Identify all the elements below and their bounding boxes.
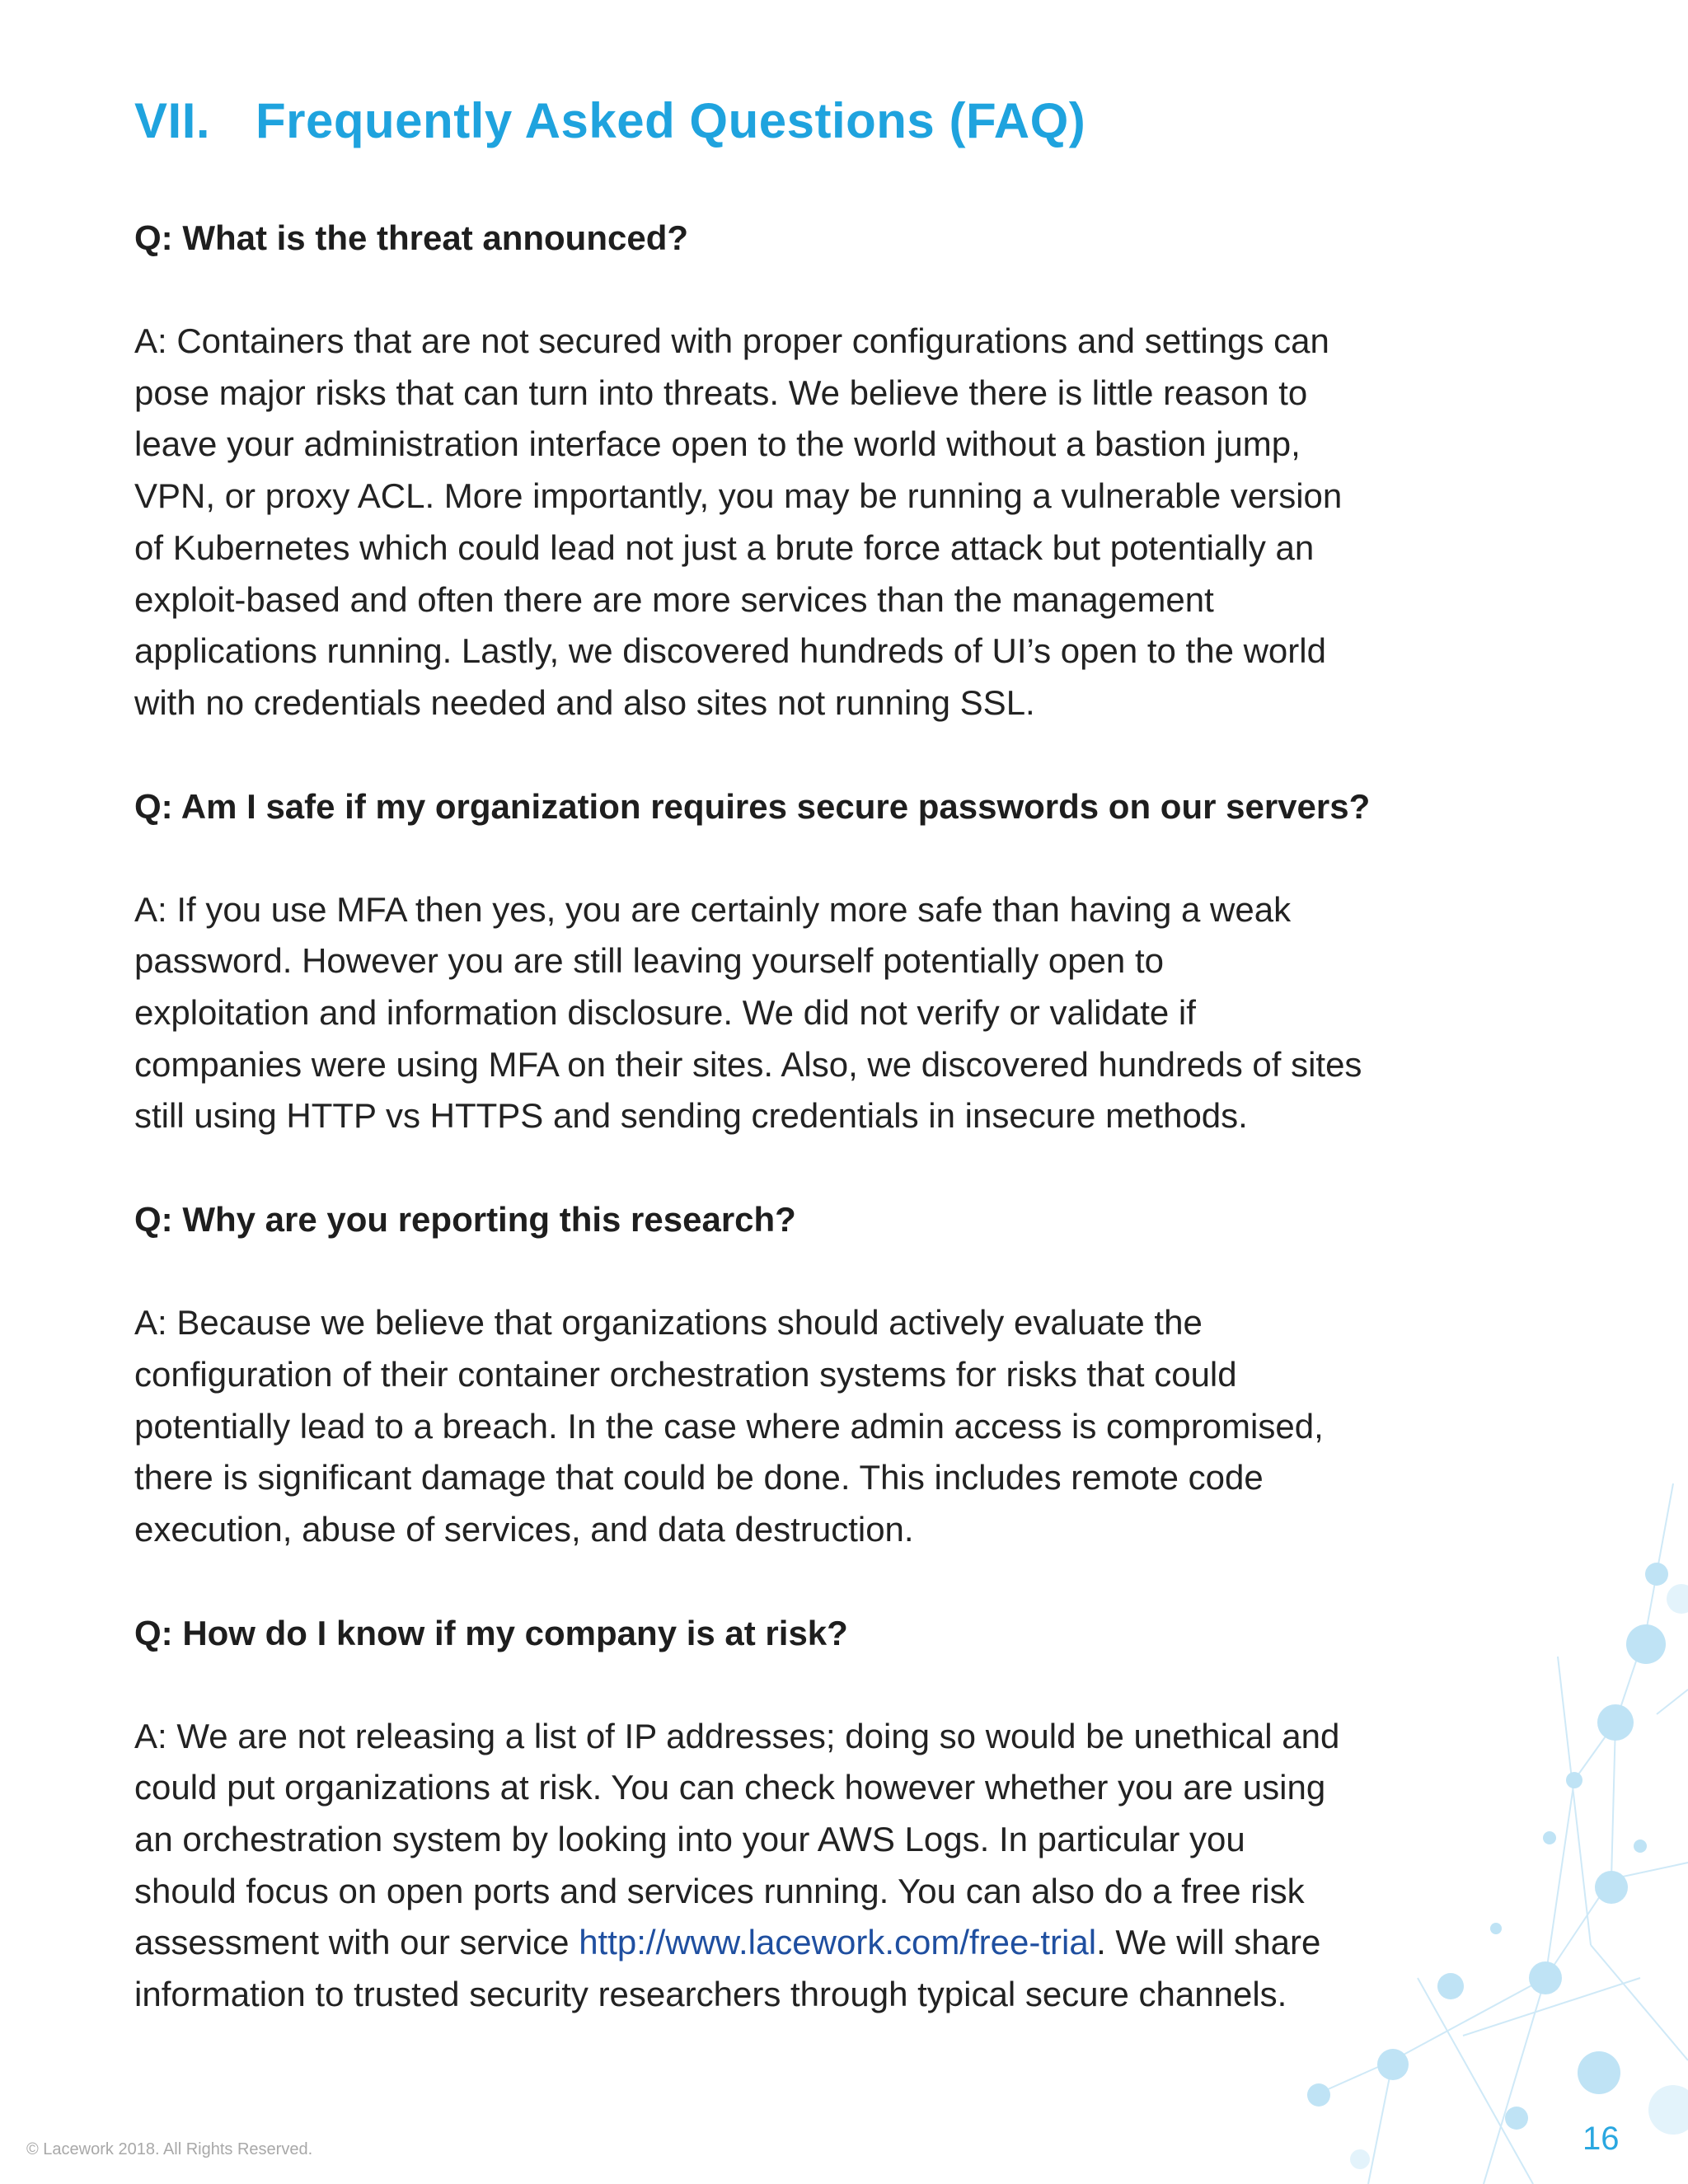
faq-list bbox=[134, 213, 1453, 2021]
answer-line: A: We are not releasing a list of IP addresses; doing so would be unethical and bbox=[134, 1716, 1340, 1755]
faq-item bbox=[134, 1608, 1453, 2021]
answer-line: exploit-based and often there are more services than the management bbox=[134, 579, 1214, 619]
answer-line: information to trusted security researchers through typical secure channels. bbox=[134, 1975, 1287, 2014]
faq-item bbox=[134, 781, 1453, 1143]
free-trial-link[interactable]: http://www.lacework.com/free-trial bbox=[579, 1923, 1097, 1962]
answer-line-with-link bbox=[134, 1917, 1453, 1969]
faq-answer bbox=[134, 1711, 1453, 2021]
answer-line: exploitation and information disclosure. We did not verify or validate if bbox=[134, 993, 1196, 1033]
faq-question: Q: What is the threat announced? bbox=[134, 218, 689, 257]
answer-line: execution, abuse of services, and data destruction. bbox=[134, 1509, 914, 1549]
answer-line: applications running. Lastly, we discovered hundreds of UI’s open to the world bbox=[134, 631, 1326, 671]
answer-line: pose major risks that can turn into threats. We believe there is little reason to bbox=[134, 373, 1308, 412]
faq-item bbox=[134, 213, 1453, 729]
link-prefix-text: assessment with our service bbox=[134, 1923, 579, 1962]
faq-question: Q: Am I safe if my organization requires secure passwords on our servers? bbox=[134, 786, 1371, 826]
answer-line: VPN, or proxy ACL. More importantly, you may be running a vulnerable version bbox=[134, 476, 1343, 516]
faq-question: Q: How do I know if my company is at risk? bbox=[134, 1613, 848, 1652]
section-number: VII. bbox=[134, 93, 211, 148]
answer-line: A: Containers that are not secured with proper configurations and settings can bbox=[134, 321, 1329, 360]
answer-line: A: Because we believe that organizations should actively evaluate the bbox=[134, 1303, 1203, 1343]
answer-line: there is significant damage that could be done. This includes remote code bbox=[134, 1458, 1264, 1497]
answer-line: companies were using MFA on their sites. Also, we discovered hundreds of sites bbox=[134, 1044, 1362, 1084]
page-number: 16 bbox=[1582, 2121, 1620, 2157]
answer-line: should focus on open ports and services running. You can also do a free risk bbox=[134, 1871, 1305, 1910]
answer-line: password. However you are still leaving yourself potentially open to bbox=[134, 941, 1164, 981]
answer-line: A: If you use MFA then yes, you are certainly more safe than having a weak bbox=[134, 889, 1292, 929]
answer-line: an orchestration system by looking into your AWS Logs. In particular you bbox=[134, 1820, 1245, 1859]
section-heading bbox=[134, 92, 1085, 149]
answer-line: configuration of their container orchestration systems for risks that could bbox=[134, 1354, 1237, 1394]
answer-line: of Kubernetes which could lead not just a brute force attack but potentially an bbox=[134, 527, 1315, 567]
answer-line: potentially lead to a breach. In the case where admin access is compromised, bbox=[134, 1406, 1324, 1446]
faq-answer bbox=[134, 1297, 1453, 1556]
answer-line: leave your administration interface open to the world without a bastion jump, bbox=[134, 424, 1301, 464]
answer-line: could put organizations at risk. You can check however whether you are using bbox=[134, 1768, 1326, 1807]
copyright-footer: © Lacework 2018. All Rights Reserved. bbox=[26, 2140, 313, 2158]
faq-answer bbox=[134, 884, 1453, 1143]
faq-item bbox=[134, 1194, 1453, 1556]
faq-question: Q: Why are you reporting this research? bbox=[134, 1200, 796, 1240]
section-title: Frequently Asked Questions (FAQ) bbox=[256, 93, 1086, 148]
answer-line: with no credentials needed and also sites not running SSL. bbox=[134, 682, 1035, 722]
answer-line: still using HTTP vs HTTPS and sending credentials in insecure methods. bbox=[134, 1096, 1248, 1136]
link-suffix-text: . We will share bbox=[1096, 1923, 1321, 1962]
faq-answer bbox=[134, 316, 1453, 729]
